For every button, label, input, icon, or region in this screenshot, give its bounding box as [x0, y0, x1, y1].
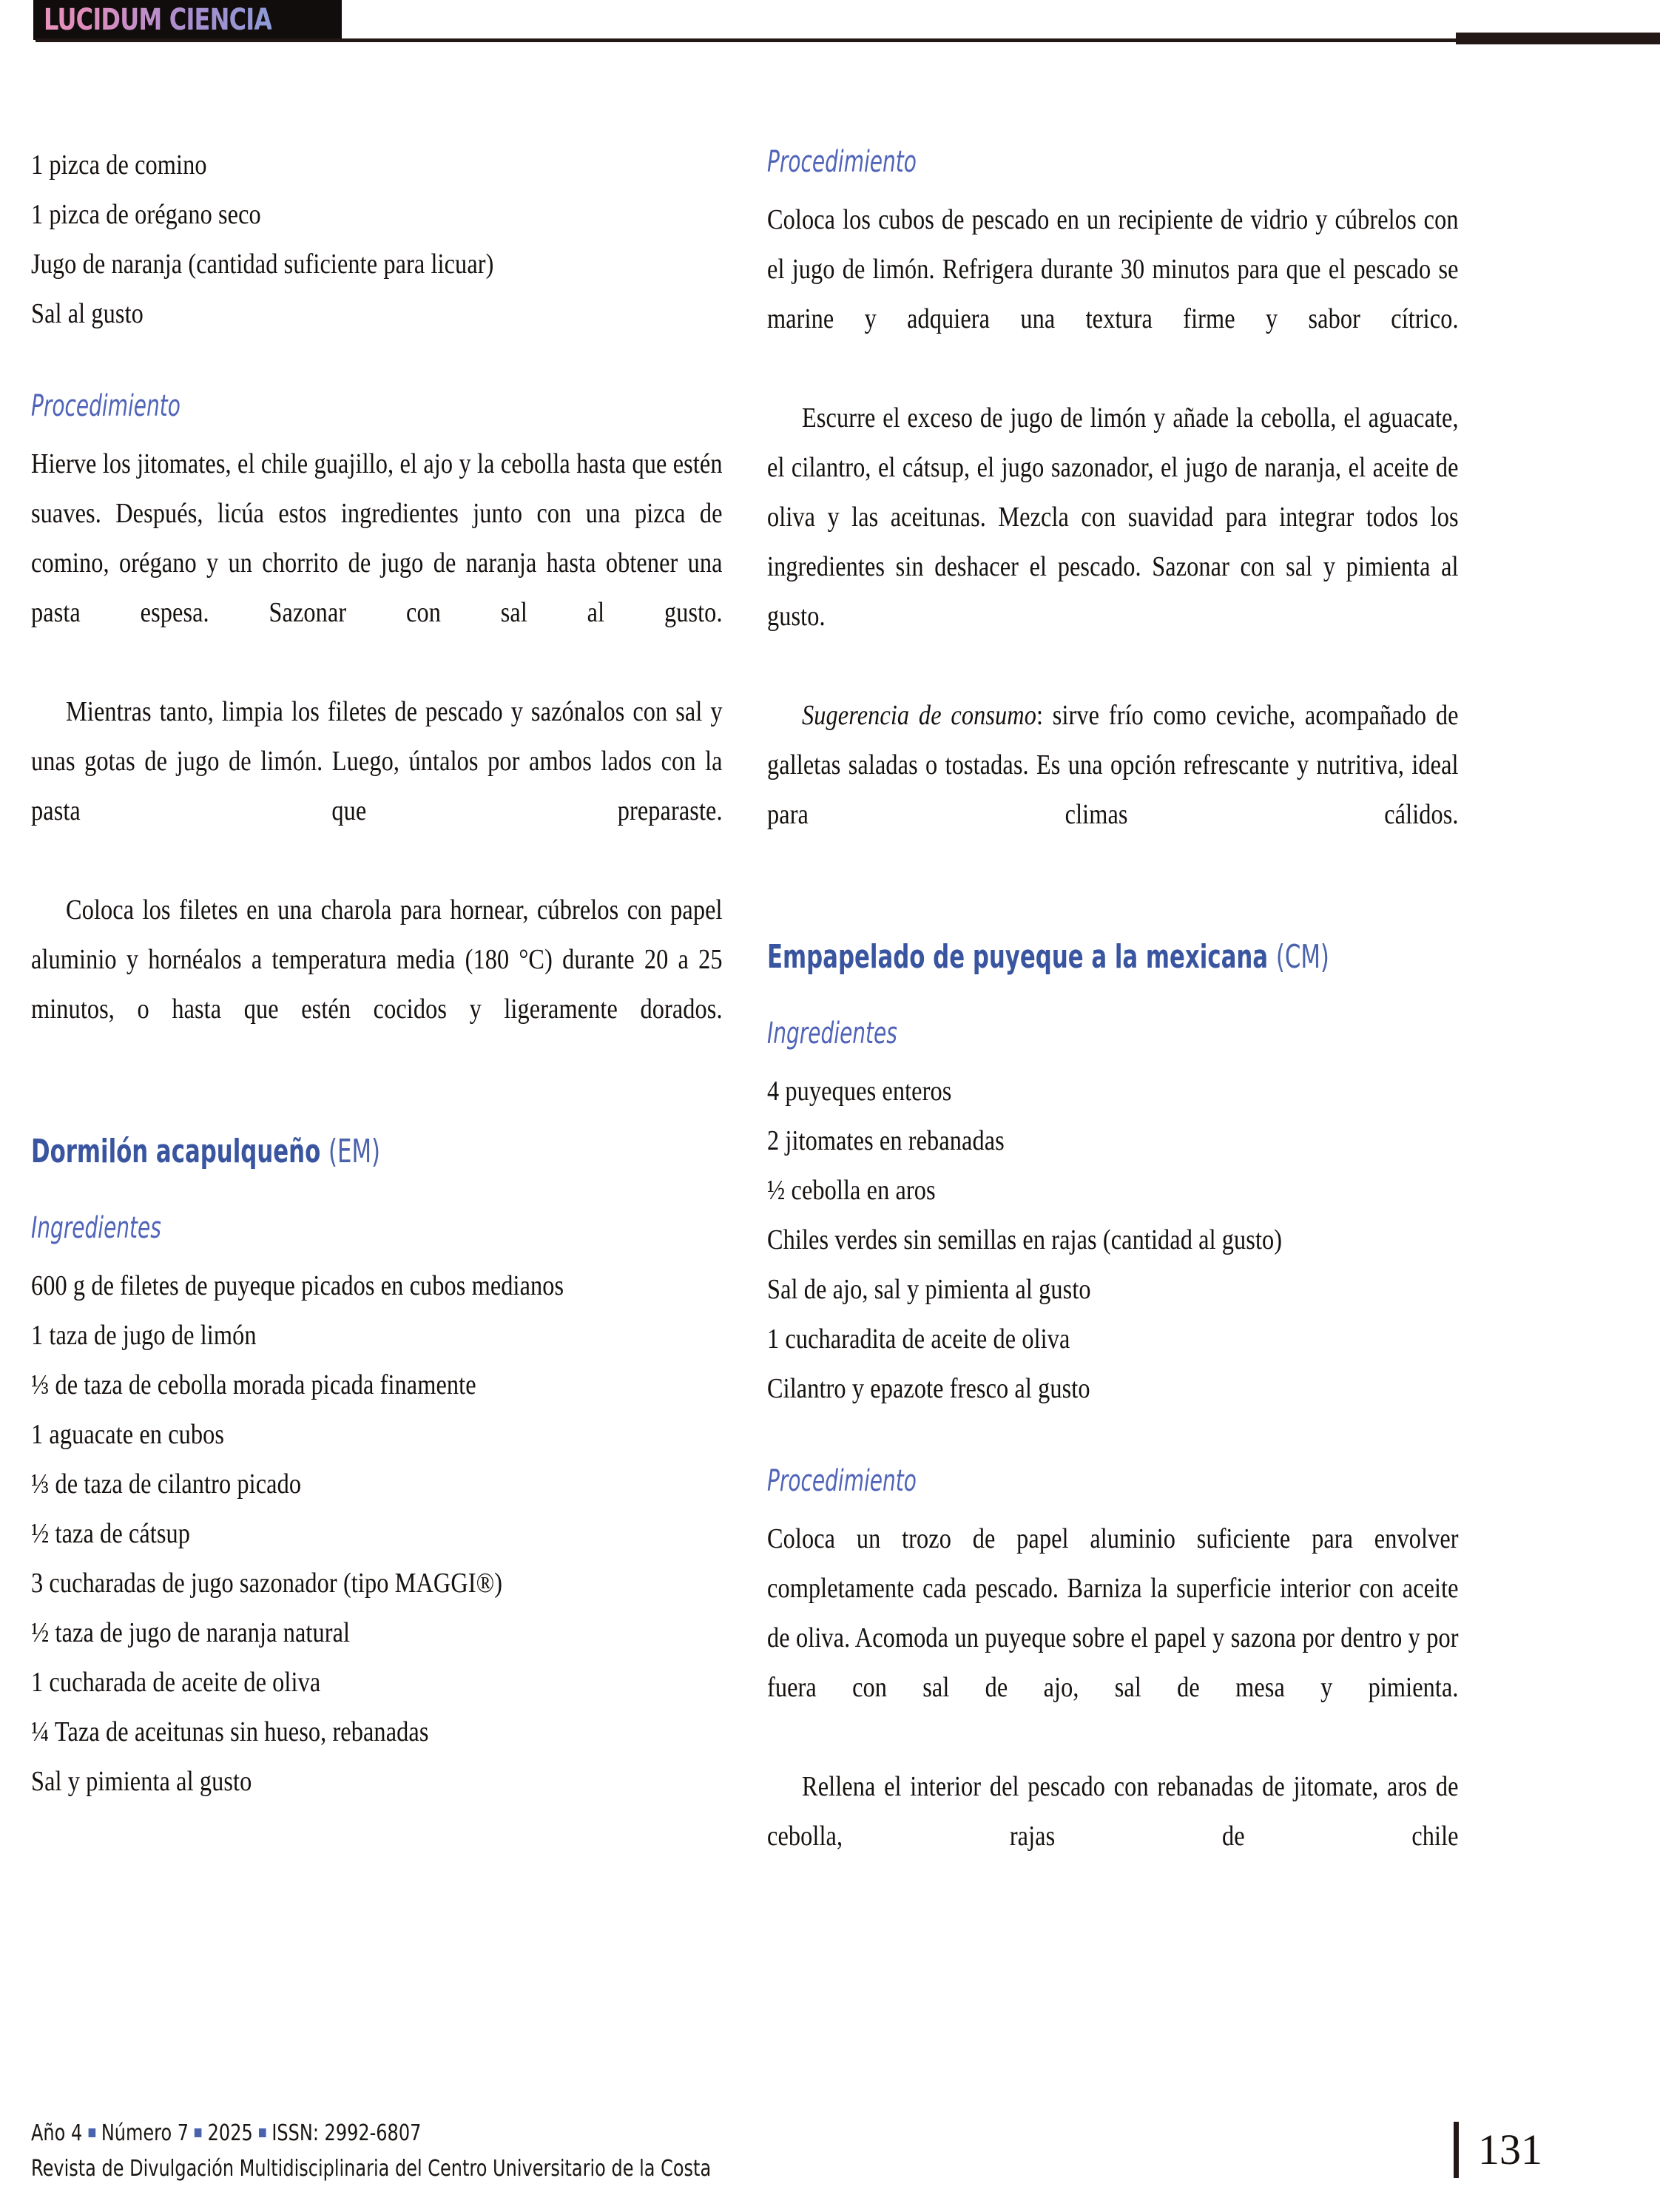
spacer: [31, 428, 723, 439]
section-heading-procedimiento: Procedimiento: [767, 145, 917, 179]
footer-subtitle: Revista de Divulgación Multidisciplinaria del Centro Universitario de la Costa: [31, 2156, 712, 2182]
left-column: [31, 141, 723, 1807]
section-heading-procedimiento: Procedimiento: [31, 389, 180, 423]
page-number-block: [1454, 2122, 1542, 2178]
section-heading-ingredientes: Ingredientes: [31, 1211, 161, 1245]
section-heading-procedimiento: Procedimiento: [767, 1464, 917, 1498]
ingredient-line: 1 taza de jugo de limón: [31, 1320, 257, 1351]
ingredient-line: 1 aguacate en cubos: [31, 1419, 225, 1450]
footer-year: Año 4: [31, 2120, 83, 2146]
ingredient-line: ½ taza de cátsup: [31, 1518, 191, 1549]
footer-publication-year: 2025: [207, 2120, 253, 2146]
page-number-divider: [1454, 2122, 1459, 2178]
procedure-paragraph: Escurre el exceso de jugo de limón y añade la cebolla, el aguacate, el cilantro, el cátsup, el jugo sazonador, el jugo de naranja, el aceite de oliva y las aceitunas. Mezcla con suavidad para integrar todos los ingredientes sin deshacer el pescado. Sazonar con sal y pimienta al gusto.: [767, 402, 1459, 632]
ingredient-line: Cilantro y epazote fresco al gusto: [767, 1373, 1090, 1404]
recipe-title-main: Empapelado de puyeque a la mexicana: [767, 938, 1276, 976]
recipe-title-empapelado: [767, 935, 1460, 979]
recipe-title-code: (CM): [1275, 938, 1329, 976]
page-number: 131: [1478, 2125, 1542, 2174]
recipe-title-main: Dormilón acapulqueño: [31, 1133, 328, 1170]
spacer: [31, 1174, 723, 1207]
recipe-title-code: (EM): [328, 1133, 381, 1170]
square-bullet-icon: [195, 2128, 202, 2137]
ingredient-line: Sal al gusto: [31, 298, 144, 329]
ingredient-line: 1 pizca de orégano seco: [31, 199, 261, 230]
procedure-paragraph: Coloca un trozo de papel aluminio suficiente para envolver completamente cada pescado. Barniza la superficie interior con aceite de oliva. Acomoda un puyeque sobre el papel y sazona por dentro y por fuera con sal de ajo, sal de mesa y pimienta.: [767, 1523, 1459, 1703]
footer-issue-line: [31, 2116, 1629, 2151]
ingredient-line: ⅓ de taza de cebolla morada picada finamente: [31, 1369, 476, 1400]
spacer: [767, 979, 1459, 1012]
footer-issn: ISSN: 2992-6807: [271, 2120, 422, 2146]
ingredient-line: ½ taza de jugo de naranja natural: [31, 1617, 351, 1648]
ingredient-line: 4 puyeques enteros: [767, 1076, 952, 1107]
ingredient-line: 1 pizca de comino: [31, 149, 207, 181]
spacer: [767, 1414, 1459, 1460]
ingredient-line: Sal de ajo, sal y pimienta al gusto: [767, 1274, 1091, 1305]
serving-suggestion-text: : sirve frío como ceviche, acompañado de galletas saladas o tostadas. Es una opción refrescante y nutritiva, ideal para climas cálidos.: [767, 700, 1459, 830]
ingredient-line: 2 jitomates en rebanadas: [767, 1125, 1005, 1156]
spacer: [31, 1084, 723, 1130]
serving-suggestion-paragraph: [767, 691, 1459, 889]
spacer: [31, 339, 723, 385]
procedure-paragraph: Coloca los filetes en una charola para hornear, cúbrelos con papel aluminio y hornéalos a temperatura media (180 °C) durante 20 a 25 minutos, o hasta que estén cocidos y ligeramente dorados.: [31, 894, 723, 1025]
right-column: [767, 141, 1459, 1911]
procedure-paragraph: Hierve los jitomates, el chile guajillo, el ajo y la cebolla hasta que estén suaves. Después, licúa estos ingredientes junto con una pizca de comino, orégano y un chorrito de jugo de naranja hasta obtener una pasta espesa. Sazonar con sal al gusto.: [31, 448, 723, 628]
procedure-paragraph: Mientras tanto, limpia los filetes de pescado y sazónalos con sal y unas gotas de jugo de limón. Luego, úntalos por ambos lados con la pasta que preparaste.: [31, 696, 723, 826]
section-heading-ingredientes: Ingredientes: [767, 1016, 897, 1051]
spacer: [767, 1503, 1459, 1514]
spacer: [31, 1250, 723, 1261]
procedure-paragraph: Rellena el interior del pescado con rebanadas de jitomate, aros de cebolla, rajas de chile: [767, 1771, 1459, 1852]
footer: [31, 2116, 1629, 2187]
ingredient-line: Jugo de naranja (cantidad suficiente para licuar): [31, 249, 494, 280]
ingredient-line: ⅓ de taza de cilantro picado: [31, 1469, 302, 1500]
spacer: [767, 889, 1459, 935]
spacer: [767, 183, 1459, 195]
ingredient-line: 600 g de filetes de puyeque picados en cubos medianos: [31, 1270, 564, 1301]
ingredient-line: ½ cebolla en aros: [767, 1175, 936, 1206]
masthead-logo-text: LUCIDUM CIENCIA: [44, 3, 272, 37]
spacer: [767, 1055, 1459, 1067]
ingredient-line: Chiles verdes sin semillas en rajas (cantidad al gusto): [767, 1224, 1283, 1255]
ingredient-line: Sal y pimienta al gusto: [31, 1766, 252, 1797]
ingredient-line: 1 cucharada de aceite de oliva: [31, 1667, 321, 1698]
footer-issue: Número 7: [101, 2120, 189, 2146]
square-bullet-icon: [259, 2128, 266, 2137]
ingredient-line: 1 cucharadita de aceite de oliva: [767, 1324, 1070, 1355]
serving-suggestion-label: Sugerencia de consumo: [802, 700, 1036, 731]
square-bullet-icon: [88, 2128, 95, 2137]
ingredient-line: ¼ Taza de aceitunas sin hueso, rebanadas: [31, 1716, 429, 1747]
recipe-title-dormilon: [31, 1130, 723, 1174]
ingredient-line: 3 cucharadas de jugo sazonador (tipo MAGGI®): [31, 1568, 503, 1599]
procedure-paragraph: Coloca los cubos de pescado en un recipiente de vidrio y cúbrelos con el jugo de limón. Refrigera durante 30 minutos para que el pescado se marine y adquiera una textura firme y sabor cítrico.: [767, 204, 1459, 334]
